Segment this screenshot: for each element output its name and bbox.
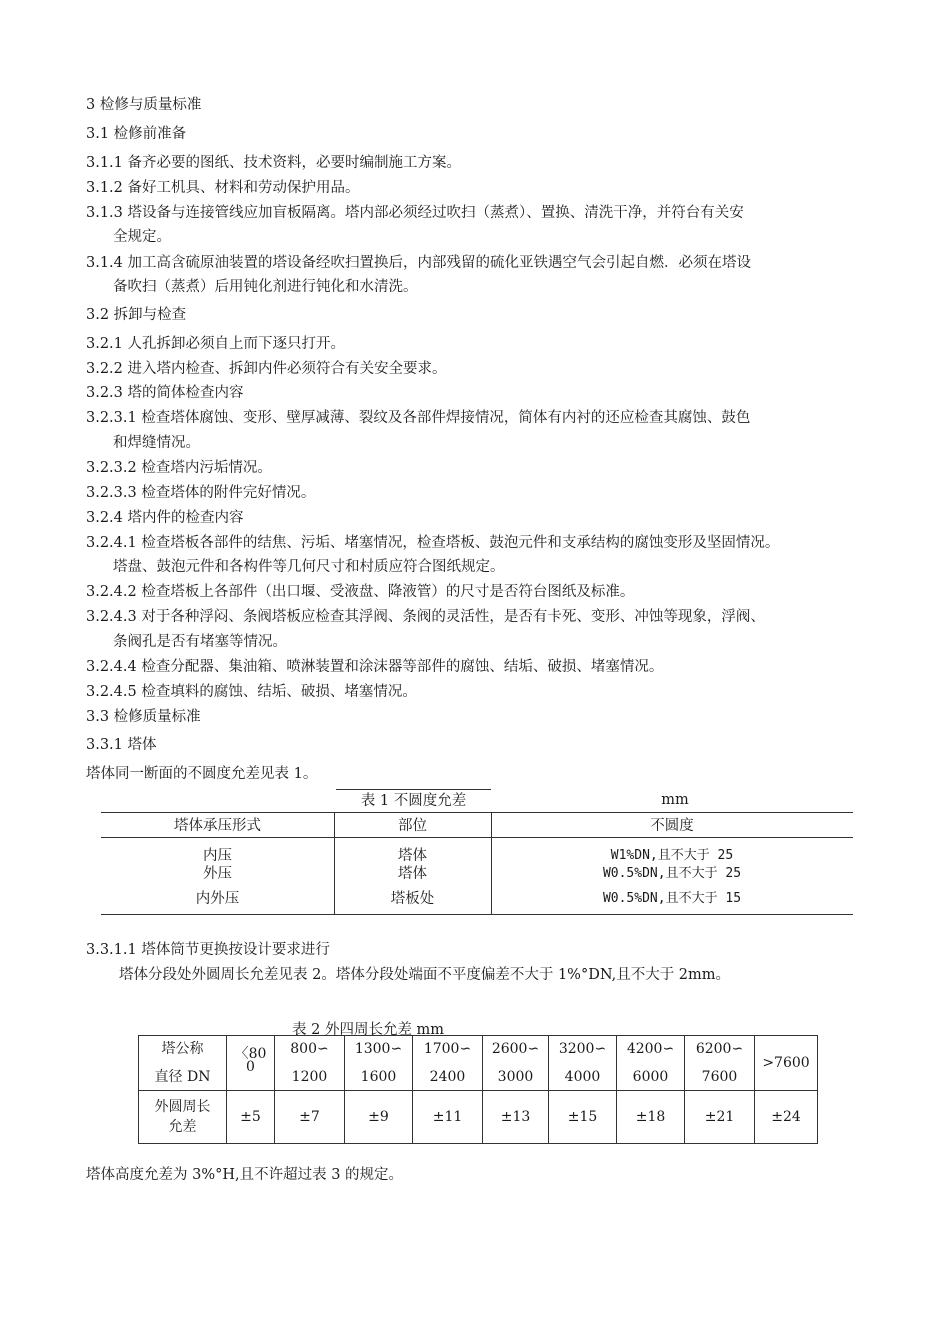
section-heading-3-2: 3.2 拆卸与检查 [86,307,187,323]
table1-cell: W1%DN,且不大于 25 [610,848,734,863]
table1-cell: W0.5%DN,且不大于 15 [602,891,742,906]
table2-tolerance-cell: ±5 [227,1091,275,1144]
final-line: 塔体高度允差为 3%°H,且不许超过表 3 的规定。 [86,1167,404,1183]
section-heading-3: 3 检修与质量标准 [86,97,202,113]
clause-3-1-1: 3.1.1 备齐必要的图纸、技术资料，必要时编制施工方案。 [86,155,462,171]
clause-3-2-4-5: 3.2.4.5 检查填料的腐蚀、结垢、破损、堵塞情况。 [86,684,417,700]
table2-tolerance-cell: ±11 [413,1091,483,1144]
clause-3-2-4-2: 3.2.4.2 检查塔板上各部件（出口堰、受液盘、降液管）的尺寸是否符台图纸及标准。 [86,584,635,600]
table2-tolerance-cell: ±15 [549,1091,617,1144]
table2-range-cell: 2600∽ 3000 [483,1036,549,1091]
clause-3-2-4: 3.2.4 塔内件的检查内容 [86,510,244,526]
table2 [138,1035,818,1144]
clause-3-2-1: 3.2.1 人孔拆卸必须自上而下逐只打开。 [86,336,346,352]
section-heading-3-1: 3.1 检修前准备 [86,126,187,142]
table2-tolerance-cell: ±24 [755,1091,818,1144]
table2-row-label: 外圆周长 允差 [139,1091,227,1144]
table1-cell: 塔体 [398,866,427,882]
table2-tolerance-cell: ±21 [685,1091,755,1144]
table2-range-cell: 1700∽ 2400 [413,1036,483,1091]
clause-3-1-4-cont: 备吹扫（蒸煮）后用钝化剂进行钝化和水清洗。 [113,279,418,295]
table1-header-cell: 不圆度 [650,818,694,834]
clause-3-2-3-2: 3.2.3.2 检查塔内污垢情况。 [86,460,272,476]
table2-range-cell: 3200∽ 4000 [549,1036,617,1091]
table1 [101,812,853,915]
table2-tolerance-cell: ±13 [483,1091,549,1144]
table1-header-cell: 塔体承压形式 [174,818,261,834]
table2-tolerance-cell: ±18 [617,1091,685,1144]
clause-3-3-1-1: 3.3.1.1 塔体筒节更换按设计要求进行 [86,942,330,958]
clause-3-2-3-1-cont: 和焊缝情况。 [113,435,200,451]
clause-3-2-4-1: 3.2.4.1 检查塔板各部件的结焦、污垢、堵塞情况，检查塔板、鼓泡元件和支承结构的腐蚀变形及坚固情况。 [86,535,780,551]
clause-3-1-2: 3.1.2 备好工机具、材料和劳动保护用品。 [86,180,360,196]
table1-cell: 塔体 [398,848,427,864]
table2-range-cell: 4200∽ 6000 [617,1036,685,1091]
clause-3-2-4-1-cont: 塔盘、鼓泡元件和各构件等几何尺寸和村质应符合图纸规定。 [113,559,505,575]
table2-tolerance-cell: ±7 [275,1091,345,1144]
clause-3-2-3-1: 3.2.3.1 检查塔体腐蚀、变形、壁厚减薄、裂纹及各部件焊接情况，简体有内衬的还应检查其腐蚀、鼓色 [86,410,751,426]
table1-intro: 塔体同一断面的不圆度允差见表 1。 [86,766,318,782]
table1-cell: 塔板处 [390,891,435,907]
clause-3-1-3: 3.1.3 塔设备与连接管线应加盲板隔离。塔内部必须经过吹扫（蒸煮）、置换、清洗干净，并符台有关安 [86,205,744,221]
table1-cell: 内外压 [195,891,240,907]
table1-unit: mm [661,792,689,808]
clause-3-2-4-3: 3.2.4.3 对于各种浮闷、条阀塔板应检查其浮阀、条阀的灵活性，是否有卡死、变形、冲蚀等现象，浮阀、 [86,609,765,625]
clause-3-1-3-cont: 全规定。 [113,229,171,245]
table2-range-cell: 6200∽ 7600 [685,1036,755,1091]
table2-tolerance-row [139,1091,818,1144]
clause-3-2-3: 3.2.3 塔的简体检查内容 [86,385,244,401]
table1-cell: W0.5%DN,且不大于 25 [602,866,742,881]
clause-3-2-3-3: 3.2.3.3 检查塔体的附件完好情况。 [86,485,316,501]
table2-range-cell: >7600 [755,1036,818,1091]
table1-cell: 内压 [203,848,232,864]
table2-row-label: 塔公称 直径 DN [139,1036,227,1091]
table2-caption: 表 2 外四周长允差 mm [292,1022,445,1038]
clause-3-2-2: 3.2.2 进入塔内检查、拆卸内件必须符合有关安全要求。 [86,361,447,377]
table2-range-cell: 〈80 0 [227,1036,275,1091]
table2-diameter-row [139,1036,818,1091]
table2-range-cell: 1300∽ 1600 [345,1036,413,1091]
table1-caption: 表 1 不圆度允差 [336,789,491,812]
table1-header-divider [101,837,853,838]
table2-range-cell: 800∽ 1200 [275,1036,345,1091]
table2-tolerance-cell: ±9 [345,1091,413,1144]
clause-3-3-1: 3.3.1 塔体 [86,737,157,753]
clause-3-2-4-3-cont: 条阀孔是否有堵塞等情况。 [113,634,287,650]
table1-cell: 外压 [203,866,232,882]
clause-3-2-4-4: 3.2.4.4 检查分配器、集油箱、喷淋装置和涂沫器等部件的腐蚀、结垢、破损、堵塞情况。 [86,659,664,675]
table2-intro: 塔体分段处外圆周长允差见表 2。塔体分段处端面不平度偏差不大于 1%°DN,且不大于 2mm。 [119,967,731,983]
section-heading-3-3: 3.3 检修质量标准 [86,709,201,725]
clause-3-1-4: 3.1.4 加工高含硫原油装置的塔设备经吹扫置换后，内部残留的硫化亚铁遇空气会引起自燃．必须在塔设 [86,255,751,271]
table1-header-cell: 部位 [398,818,427,834]
